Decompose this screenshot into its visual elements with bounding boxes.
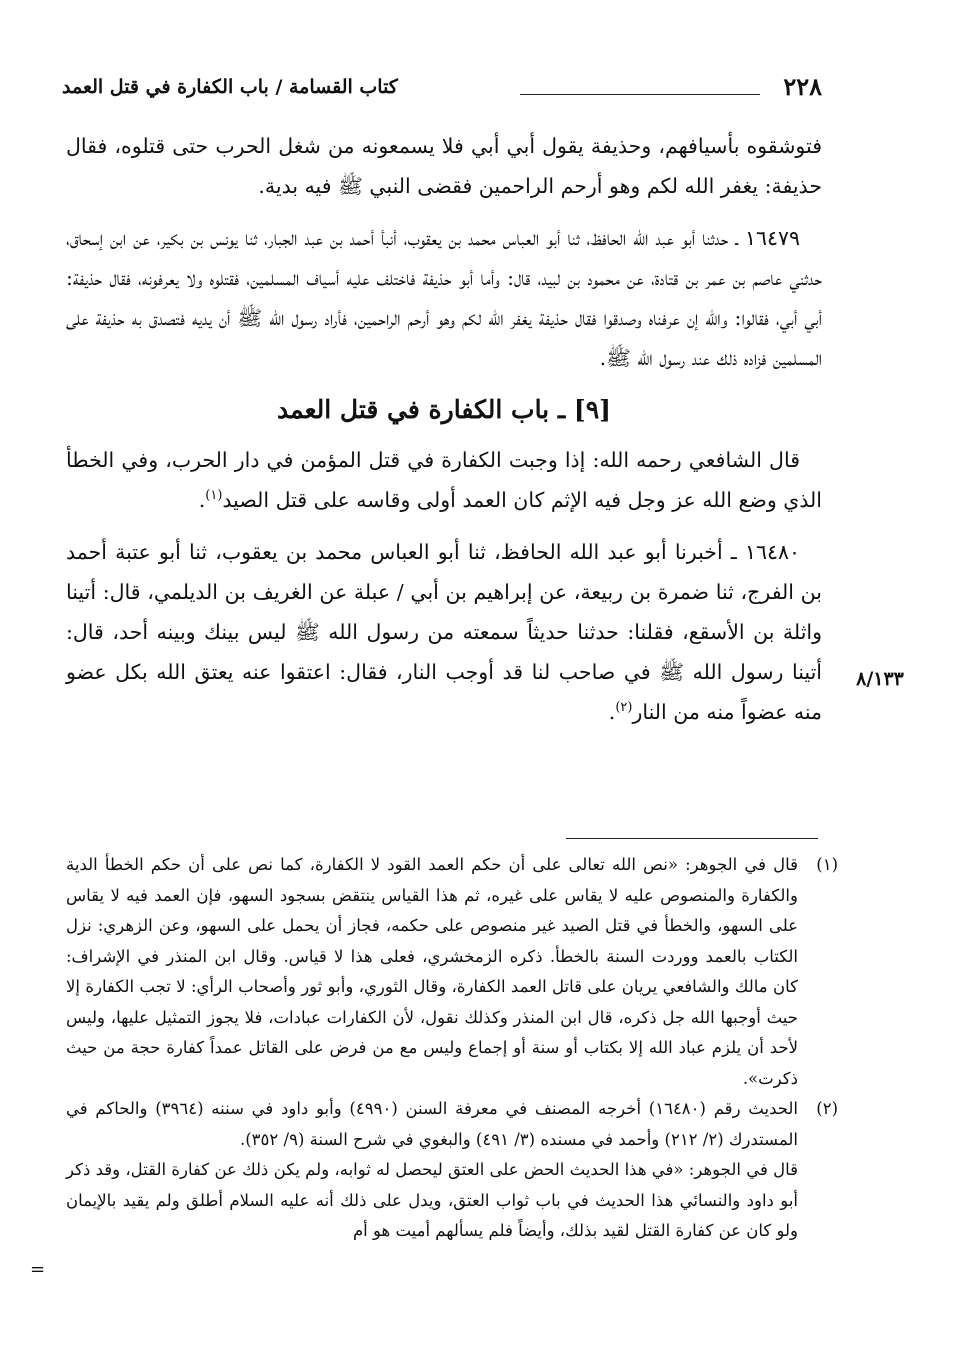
page-number: ٢٢٨ [783, 72, 822, 101]
shafii-quote-end: . [198, 488, 206, 512]
continuation-mark: = [30, 1259, 46, 1280]
hadith-16479: ١٦٤٧٩ ـ حدثنا أبو عبد الله الحافظ، ثنا أبو العباس محمد بن يعقوب، أنبأ أحمد بن عبد الجبار، ثنا يونس بن بكير، عن ابن إسحاق، حدثني عاصم بن عمر بن قتادة، عن محمود بن لبيد، قال: وأما أبو حذيفة فاختلف عليه أسياف المسلمين، فقتلوه ولا يعرفونه، فقال حذيفة: أبي أبي، فقالوا: والله إن عرفناه وصدقوا فقال حذيفة يغفر الله لكم وهو أرحم الراحمين، فأراد رسول الله ﷺ أن يديه فتصدق به حذيفة على المسلمين فزاده ذلك عند رسول الله ﷺ. [66, 226, 822, 370]
footnote-ref-2: (٢) [615, 700, 633, 716]
chapter-title: [٩] ـ باب الكفارة في قتل العمد [277, 395, 611, 424]
footnote-ref-1: (١) [205, 488, 223, 504]
footnote-separator [566, 838, 818, 839]
footnote-1-text: قال في الجوهر: «نص الله تعالى على أن حكم العمد القود لا الكفارة، كما نص على أن حكم الخطأ الدية والكفارة والمنصوص عليه لا يقاس على غيره، ثم هذا القياس ينتقض بسجود السهو، فإن العمد فيه لا يقاس على السهو، والخطأ في قتل الصيد غير منصوص على حكمه، فجاز أن يحمل على السهو، وعن الزهري: نزل الكتاب بالعمد ووردت السنة بالخطأ. ذكره الزمخشري، فعلى هذا لا قياس. وقال ابن المنذر في الإشراف: كان مالك والشافعي يريان على قاتل العمد الكفارة، وقال الثوري، وأبو ثور وأصحاب الرأي: لا تجب الكفارة إلا حيث أوجبها الله جل ذكره، قال ابن المنذر وكذلك نقول، لأن الكفارات عبادات، فلا يجوز التمثيل عليها، وليس لأحد أن يلزم عباد الله إلا بكتاب أو سنة أو إجماع وليس مع من فرض على القاتل عمداً كفارة حجة من حيث ذكرت». [66, 855, 798, 1088]
running-header [62, 68, 822, 108]
footnote-2 [66, 1094, 838, 1155]
header-rule [520, 94, 760, 95]
footnote-2-number: (٢) [816, 1099, 838, 1118]
footnote-1 [66, 850, 838, 1094]
shafii-quote [66, 440, 822, 520]
hadith-16480-end: . [608, 700, 616, 724]
footnotes [66, 850, 838, 1247]
margin-reference: ٨/١٣٣ [856, 668, 904, 690]
footnote-2-text: الحديث رقم (١٦٤٨٠) أخرجه المصنف في معرفة السنن (٤٩٩٠) وأبو داود في سننه (٣٩٦٤) والحاكم في المستدرك (٢/ ٢١٢) وأحمد في مسنده (٣/ ٤٩١) والبغوي في شرح السنة (٩/ ٣٥٢). [66, 1099, 798, 1149]
footnote-2-continuation: قال في الجوهر: «في هذا الحديث الحض على العتق ليحصل له ثوابه، ولم يكن ذلك عن كفارة القتل، وقد ذكر أبو داود والنسائي هذا الحديث في باب ثواب العتق، ويدل على ذلك أنه عليه السلام أطلق ولم يقيد بالإيمان ولو كان عن كفارة القتل لقيد بذلك، وأيضاً فلم يسألهم أميت هو أم [66, 1160, 798, 1240]
footnote-1-number: (١) [816, 855, 838, 874]
hadith-16480 [66, 532, 822, 732]
main-text [66, 126, 822, 732]
paragraph-continuation: فتوشقوه بأسيافهم، وحذيفة يقول أبي أبي فلا يسمعونه من شغل الحرب حتى قتلوه، فقال حذيفة: يغفر الله لكم وهو أرحم الراحمين فقضى النبي ﷺ فيه بدية. [66, 134, 822, 198]
running-title: كتاب القسامة / باب الكفارة في قتل العمد [62, 76, 398, 98]
shafii-quote-text: قال الشافعي رحمه الله: إذا وجبت الكفارة في قتل المؤمن في دار الحرب، وفي الخطأ الذي وضع الله عز وجل فيه الإثم كان العمد أولى وقاسه على قتل الصيد [66, 448, 822, 512]
hadith-16480-text: ١٦٤٨٠ ـ أخبرنا أبو عبد الله الحافظ، ثنا أبو العباس محمد بن يعقوب، ثنا أبو عتبة أحمد بن الفرج، ثنا ضمرة بن ربيعة، عن إبراهيم بن أبي / عبلة عن الغريف بن الديلمي، قال: أتينا واثلة بن الأسقع، فقلنا: حدثنا حديثاً سمعته من رسول الله ﷺ ليس بينك وبينه أحد، قال: أتينا رسول الله ﷺ في صاحب لنا قد أوجب النار، فقال: اعتقوا عنه يعتق الله بكل عضو منه عضواً منه من النار [66, 540, 822, 724]
